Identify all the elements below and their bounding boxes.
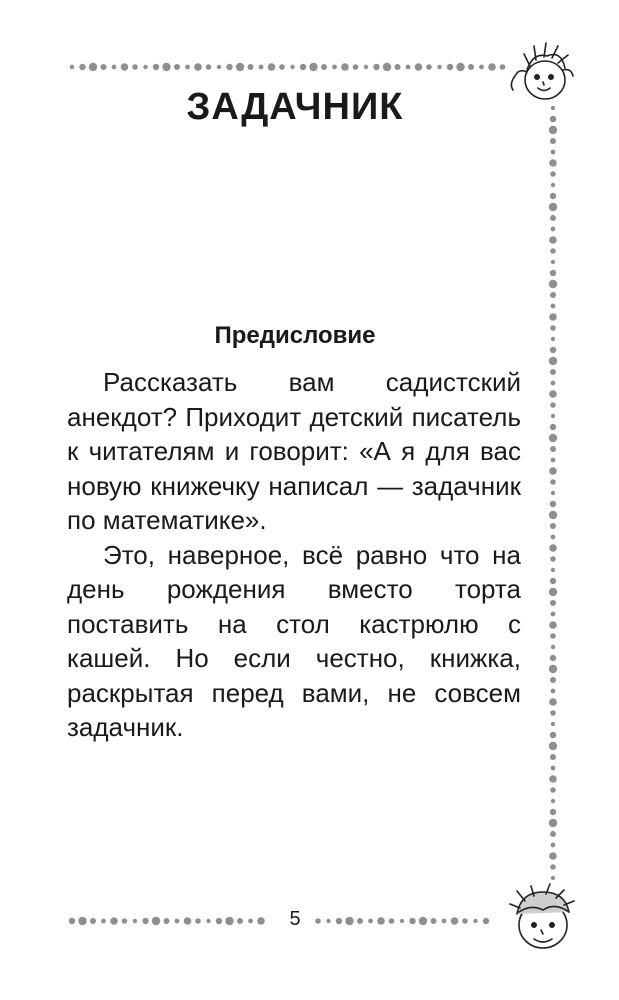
border-dot (549, 313, 557, 321)
border-dot (336, 918, 342, 924)
border-dot (78, 917, 86, 925)
border-dot (79, 64, 85, 70)
top-dot-row (70, 63, 506, 71)
border-dot (184, 917, 192, 925)
border-dot (488, 63, 496, 71)
border-dot (345, 917, 353, 925)
border-dot (153, 64, 159, 70)
border-dot (550, 424, 556, 430)
border-dot (431, 918, 437, 924)
border-dot (549, 665, 557, 673)
border-dot (389, 918, 395, 924)
border-dot (551, 645, 555, 649)
border-dot (550, 809, 556, 815)
page-title: ЗАДАЧНИК (186, 86, 404, 128)
border-dot (551, 414, 555, 418)
border-dot (368, 919, 373, 924)
border-dot (550, 171, 556, 177)
border-dot (550, 402, 556, 408)
border-dot (122, 918, 128, 924)
border-dot (279, 64, 285, 70)
border-dot (550, 710, 556, 716)
border-dot (551, 876, 555, 880)
border-dot (132, 64, 138, 70)
border-dot (353, 64, 359, 70)
border-dot (437, 65, 441, 69)
border-dot (309, 63, 317, 71)
border-dot (321, 64, 327, 70)
bottom-dot-row (69, 917, 489, 925)
border-dot (549, 280, 557, 288)
border-dot (550, 479, 556, 485)
boy-face-icon (510, 884, 574, 948)
border-dot (152, 917, 160, 925)
border-dot (551, 304, 556, 309)
border-dot (206, 919, 210, 923)
border-dot (447, 64, 453, 70)
border-dot (419, 917, 427, 925)
border-dot (550, 215, 556, 221)
border-dot (550, 556, 556, 562)
border-dot (248, 64, 254, 70)
border-dot (549, 852, 557, 860)
border-dot (550, 138, 556, 144)
border-dot (290, 65, 294, 69)
border-dot (377, 917, 385, 925)
border-dot (164, 918, 170, 924)
border-dot (549, 236, 557, 244)
right-dot-column (549, 106, 557, 880)
border-dot (550, 523, 556, 529)
border-dot (550, 754, 556, 760)
border-dot (551, 150, 556, 155)
border-dot (550, 732, 556, 738)
border-dot (549, 357, 557, 365)
border-dot (551, 227, 556, 232)
border-dot (550, 193, 556, 199)
border-dot (406, 65, 411, 70)
border-dot (549, 203, 557, 211)
border-dot (142, 918, 148, 924)
border-dot (550, 369, 556, 375)
border-dot (237, 918, 243, 924)
border-dot (550, 677, 556, 683)
border-dot (216, 918, 222, 924)
border-dot (110, 917, 118, 925)
border-dot (549, 159, 557, 167)
border-dot (70, 65, 74, 69)
border-dot (551, 799, 555, 803)
border-dot (364, 65, 368, 69)
border-dot (551, 260, 555, 264)
border-dot (383, 63, 391, 71)
border-dot (101, 64, 107, 70)
border-dot (451, 917, 459, 925)
border-dot (400, 919, 404, 923)
border-dot (551, 612, 556, 617)
border-dot (551, 766, 556, 771)
border-dot (549, 819, 557, 827)
border-dot (549, 390, 557, 398)
border-dot (551, 535, 556, 540)
page-number: 5 (289, 908, 301, 930)
border-dot (121, 63, 129, 71)
border-dot (456, 63, 464, 71)
border-dot (373, 64, 379, 70)
border-dot (185, 65, 190, 70)
border-dot (551, 689, 556, 694)
border-dot (326, 919, 330, 923)
body-text (67, 365, 521, 745)
border-dot (174, 64, 180, 70)
border-dot (69, 918, 75, 924)
border-dot (462, 918, 468, 924)
border-dot (549, 467, 557, 475)
border-dot (550, 831, 556, 837)
border-dot (549, 544, 557, 552)
border-dot (550, 248, 556, 254)
border-dot (90, 918, 96, 924)
border-dot (236, 63, 244, 71)
border-dot (550, 292, 556, 298)
border-dot (549, 511, 557, 519)
border-dot (549, 775, 557, 783)
border-dot (268, 63, 276, 71)
border-dot (195, 918, 201, 924)
border-dot (415, 63, 423, 71)
border-dot (101, 919, 106, 924)
border-dot (550, 864, 556, 870)
border-dot (259, 65, 264, 70)
border-dot (426, 64, 432, 70)
border-dot (550, 633, 556, 639)
border-dot (551, 491, 555, 495)
border-dot (162, 63, 170, 71)
border-dot (133, 919, 137, 923)
border-dot (549, 698, 557, 706)
border-dot (550, 501, 556, 507)
border-dot (550, 655, 556, 661)
border-dot (217, 65, 221, 69)
paragraph-1: Рассказать вам садистский анекдот? Приходит детский писатель к читателям и говорит: «А я для вас новую книжечку написал — задачник по математике». (67, 367, 521, 535)
border-dot (483, 918, 489, 924)
border-dot (479, 65, 484, 70)
border-dot (551, 458, 556, 463)
border-dot (300, 64, 306, 70)
border-dot (143, 65, 147, 69)
border-dot (206, 64, 212, 70)
border-dot (112, 65, 117, 70)
section-heading: Предисловие (214, 322, 376, 349)
border-dot (549, 588, 557, 596)
paragraph-2: Это, наверное, всё равно что на день рождения вместо торта поставить на стол кастрюлю с кашей. Но если честно, книжка, раскрытая перед вами, не совсем задачник. (67, 539, 521, 742)
border-dot (500, 64, 506, 70)
border-dot (257, 917, 265, 925)
border-dot (550, 446, 556, 452)
border-dot (194, 63, 202, 71)
border-dot (551, 568, 555, 572)
border-dot (409, 918, 415, 924)
border-dot (550, 787, 556, 793)
border-dot (551, 843, 556, 848)
border-dot (468, 64, 474, 70)
border-dot (225, 917, 233, 925)
border-dot (551, 183, 555, 187)
border-dot (315, 918, 321, 924)
border-dot (341, 63, 349, 71)
border-dot (332, 65, 337, 70)
border-dot (226, 64, 232, 70)
border-dot (551, 381, 556, 386)
border-dot (473, 919, 477, 923)
border-dot (357, 918, 363, 924)
border-dot (395, 64, 401, 70)
border-dot (549, 434, 557, 442)
border-dot (550, 578, 556, 584)
border-dot (442, 919, 447, 924)
border-dot (551, 722, 555, 726)
border-dot (549, 621, 557, 629)
border-dot (550, 600, 556, 606)
border-dot (175, 919, 180, 924)
border-dot (549, 742, 557, 750)
border-dot (248, 919, 253, 924)
border-dot (89, 63, 97, 71)
border-dot (550, 270, 556, 276)
